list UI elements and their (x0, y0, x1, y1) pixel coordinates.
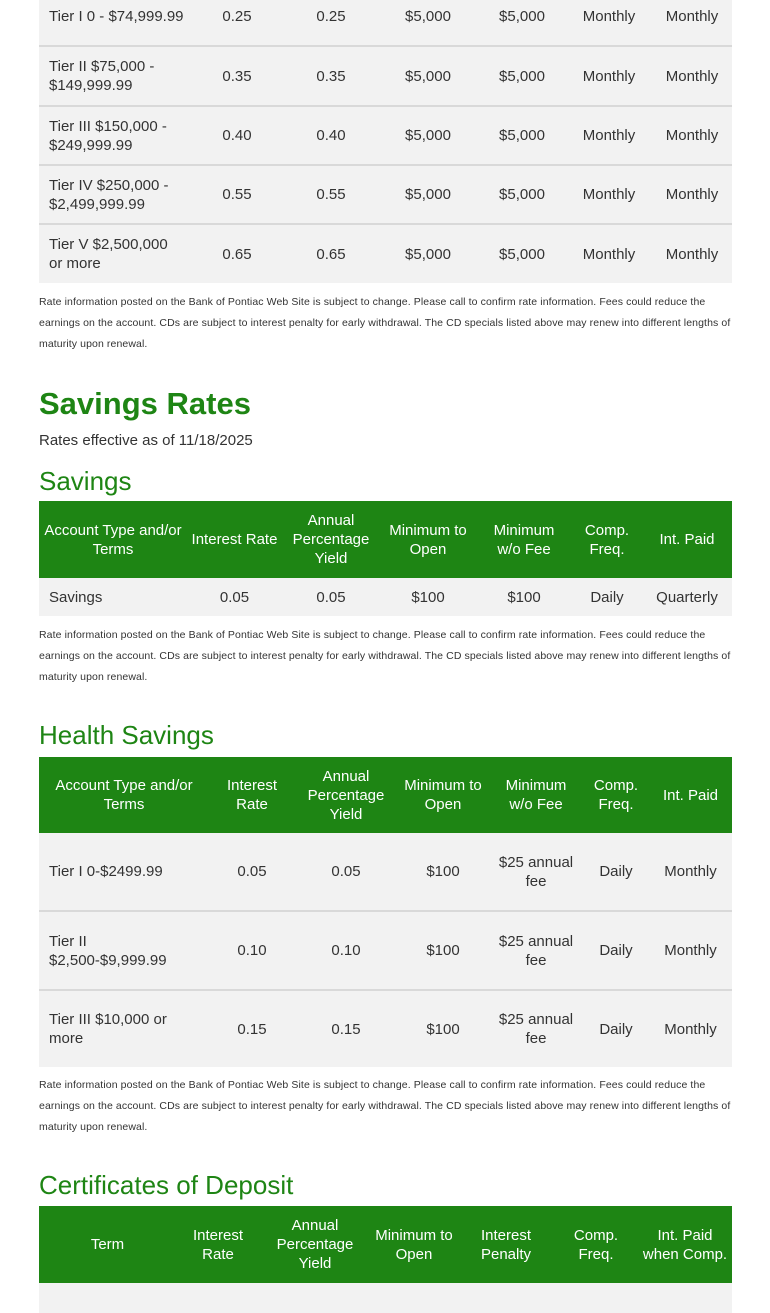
table-cell: 0.65 (316, 245, 346, 263)
table-cell: 0.40 (316, 127, 346, 144)
disclaimer-3 (39, 1075, 732, 1138)
table-cell: 0.10 (331, 942, 361, 959)
column-header: Minimum to Open (380, 501, 476, 578)
table-cell: Daily (599, 942, 633, 959)
column-header: Interest Penalty (458, 1206, 554, 1283)
table-row (39, 990, 732, 1067)
rates-effective-date: Rates effective as of 11/18/2025 (39, 432, 253, 449)
table-cell: Tier I 0 - $74,999.99 (49, 8, 184, 25)
table-cell: 0.05 (219, 588, 250, 606)
table-row (39, 833, 732, 911)
table-cell: 0.05 (331, 863, 361, 880)
table-cell: 0.05 (316, 588, 346, 606)
table-cell: $5,000 (405, 127, 451, 144)
top-rates-table (39, 0, 732, 283)
column-header: Minimum w/o Fee (476, 501, 572, 578)
column-header: Interest Rate (209, 757, 295, 833)
table-row (39, 911, 732, 990)
table-cell: 0.35 (316, 67, 346, 85)
column-header: Term (39, 1206, 176, 1283)
table-cell: Monthly (665, 67, 719, 85)
column-header: Annual Percentage Yield (282, 501, 380, 578)
table-cell: Monthly (664, 942, 717, 959)
column-header: Int. Paid (649, 757, 732, 833)
table-cell: Monthly (582, 186, 636, 203)
table-cell: 0.55 (316, 186, 346, 203)
table-cell: 0.55 (222, 186, 252, 203)
column-header: Annual Percentage Yield (295, 757, 397, 833)
cd-table-row-partial (39, 1283, 732, 1313)
table-cell: Monthly (664, 863, 717, 880)
table-cell: Daily (599, 1020, 633, 1038)
column-header: Account Type and/or Terms (39, 757, 209, 833)
table-cell: $25 annual fee (498, 932, 574, 969)
table-row (39, 0, 732, 46)
table-cell: $25 annual fee (498, 1011, 574, 1047)
table-cell: Monthly (665, 245, 719, 263)
cd-title: Certificates of Deposit (39, 1170, 294, 1200)
table-cell: Quarterly (656, 588, 718, 606)
table-cell: $5,000 (499, 8, 545, 25)
table-row (39, 46, 732, 106)
savings-table (39, 501, 732, 616)
table-row (39, 224, 732, 283)
column-header: Minimum to Open (397, 757, 489, 833)
table-cell: Tier IV $250,000 - $2,499,999.99 (49, 176, 169, 213)
table-cell: 0.65 (222, 245, 252, 263)
table-cell: $5,000 (499, 186, 545, 203)
table-cell: 0.40 (222, 127, 252, 144)
table-cell: $5,000 (405, 245, 451, 263)
table-row (39, 578, 732, 616)
table-cell: 0.15 (237, 1020, 267, 1038)
table-cell: $100 (411, 588, 445, 606)
column-header: Int. Paid when Comp. (638, 1206, 732, 1283)
disclaimer-1 (39, 292, 732, 355)
table-cell: Daily (599, 863, 633, 880)
table-cell: 0.35 (222, 67, 252, 85)
table-cell: Daily (590, 588, 624, 606)
column-header: Comp. Freq. (572, 501, 642, 578)
disclaimer-text: Rate information posted on the Bank of Pontiac Web Site is subject to change. Please call to confirm rate information. Fees could reduce the earnings on the account. CDs are subject to interest penalty for early withdrawal. The CD specials listed above may renew into different lengths of maturity upon renewal. (39, 1079, 731, 1133)
table-cell: Tier V $2,500,000 or more (49, 236, 168, 272)
table-cell: Monthly (582, 67, 636, 85)
table-cell: Tier I 0-$2499.99 (49, 863, 163, 880)
column-header: Minimum to Open (370, 1206, 458, 1283)
table-cell: Monthly (582, 8, 636, 25)
savings-rates-title: Savings Rates (39, 386, 251, 421)
table-cell: Monthly (665, 8, 719, 25)
disclaimer-text: Rate information posted on the Bank of Pontiac Web Site is subject to change. Please call to confirm rate information. Fees could reduce the earnings on the account. CDs are subject to interest penalty for early withdrawal. The CD specials listed above may renew into different lengths of maturity upon renewal. (39, 296, 731, 350)
column-header: Comp. Freq. (583, 757, 649, 833)
table-cell: Monthly (665, 127, 719, 144)
table-cell: Tier III $10,000 or more (49, 1011, 167, 1047)
column-header: Annual Percentage Yield (260, 1206, 370, 1283)
table-cell: $100 (426, 863, 460, 880)
table-cell: $5,000 (499, 245, 545, 263)
table-cell: $100 (426, 942, 460, 959)
column-header: Interest Rate (176, 1206, 260, 1283)
health-savings-title: Health Savings (39, 720, 214, 750)
savings-table-wrap (39, 501, 732, 616)
top-rates-table-wrap (39, 0, 732, 283)
column-header: Comp. Freq. (554, 1206, 638, 1283)
column-header: Minimum w/o Fee (489, 757, 583, 833)
table-cell: $25 annual fee (498, 853, 574, 890)
health-savings-table-wrap (39, 757, 732, 1067)
table-row (39, 165, 732, 224)
table-cell: $5,000 (499, 127, 545, 144)
table-cell: Savings (49, 588, 103, 606)
table-cell: $5,000 (405, 67, 451, 85)
table-cell: $5,000 (499, 67, 545, 85)
disclaimer-2 (39, 625, 732, 688)
savings-title: Savings (39, 466, 132, 496)
table-cell: 0.25 (222, 8, 252, 25)
table-cell: $100 (507, 588, 541, 606)
table-cell: Monthly (664, 1020, 717, 1038)
table-cell: $5,000 (405, 8, 451, 25)
table-cell: 0.05 (237, 863, 267, 880)
savings-rates-section (39, 384, 732, 424)
table-cell: 0.10 (237, 942, 267, 959)
health-savings-table (39, 757, 732, 1067)
table-cell: Monthly (582, 245, 636, 263)
table-cell: Tier III $150,000 - $249,999.99 (49, 117, 167, 154)
table-cell: 0.15 (331, 1020, 361, 1038)
table-cell: $5,000 (405, 186, 451, 203)
table-cell: $100 (426, 1020, 460, 1038)
column-header: Interest Rate (187, 501, 282, 578)
disclaimer-text: Rate information posted on the Bank of Pontiac Web Site is subject to change. Please call to confirm rate information. Fees could reduce the earnings on the account. CDs are subject to interest penalty for early withdrawal. The CD specials listed above may renew into different lengths of maturity upon renewal. (39, 629, 731, 683)
table-cell: Tier II $2,500-$9,999.99 (49, 932, 167, 969)
table-cell: Tier II $75,000 - $149,999.99 (49, 58, 155, 94)
column-header: Int. Paid (642, 501, 732, 578)
table-cell: 0.25 (316, 8, 346, 25)
table-cell: Monthly (665, 186, 719, 203)
table-cell: Monthly (582, 127, 636, 144)
table-row (39, 106, 732, 165)
column-header: Account Type and/or Terms (39, 501, 187, 578)
